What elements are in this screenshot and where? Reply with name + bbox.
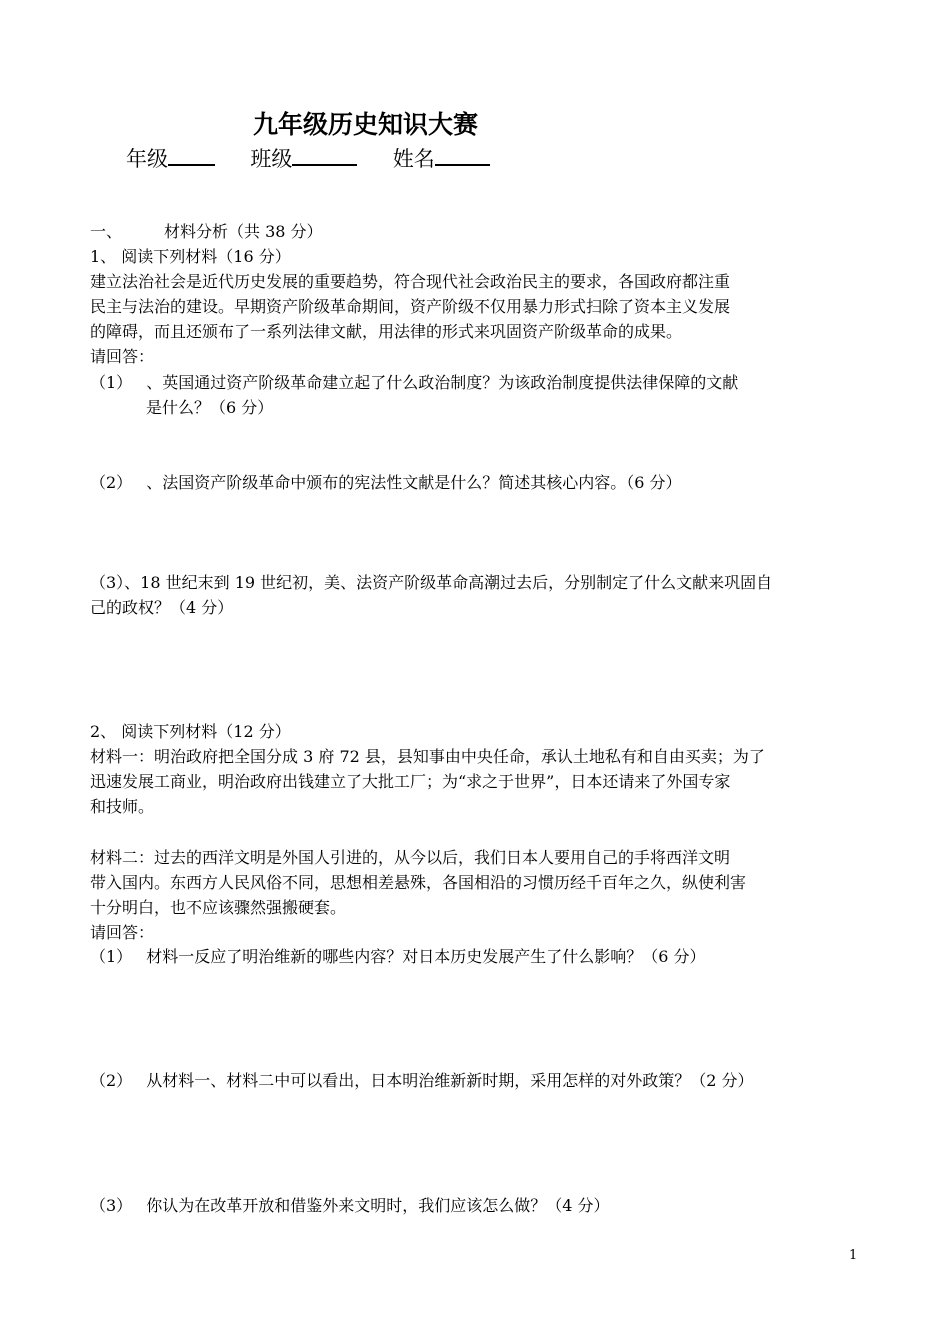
question-2-sub-3 (90, 1194, 609, 1218)
sub-question-text: 你认为在改革开放和借鉴外来文明时，我们应该怎么做？（4 分） (146, 1196, 610, 1215)
question-1-material-line: 民主与法治的建设。早期资产阶级革命期间，资产阶级不仅用暴力形式扫除了资本主义发展 (90, 297, 731, 316)
sub-question-number: （3） (90, 1196, 133, 1215)
question-1-sub-3-continued: 己的政权？（4 分） (90, 598, 234, 617)
question-1-material-line: 建立法治社会是近代历史发展的重要趋势，符合现代社会政治民主的要求，各国政府都注重 (90, 272, 731, 291)
question-2-material-1-line: 和技师。 (90, 797, 155, 816)
question-2-material-1-line: 迅速发展工商业，明治政府出钱建立了大批工厂；为“求之于世界”，日本还请来了外国专家 (90, 772, 731, 791)
grade-blank[interactable] (168, 144, 215, 166)
sub-question-number: （2） (90, 473, 133, 492)
name-blank[interactable] (435, 144, 490, 166)
class-label: 班级 (250, 147, 293, 171)
section-number: 一、 (90, 222, 123, 241)
section-label: 材料分析（共 38 分） (164, 222, 323, 241)
question-2-material-2-line: 材料二：过去的西洋文明是外国人引进的，从今以后，我们日本人要用自己的手将西洋文明 (90, 848, 731, 867)
page-title: 九年级历史知识大赛 (253, 110, 479, 139)
sub-question-text: 、法国资产阶级革命中颁布的宪法性文献是什么？简述其核心内容。（6 分） (146, 473, 682, 492)
sub-question-number: （1） (90, 947, 133, 966)
question-2-material-2-line: 带入国内。东西方人民风俗不同，思想相差悬殊，各国相沿的习惯历经千百年之久，纵使利害 (90, 873, 747, 892)
student-info-fields (126, 143, 490, 173)
question-2-header: 2、 阅读下列材料（12 分） (90, 722, 291, 741)
sub-question-number: （1） (90, 373, 133, 392)
page-number: 1 (849, 1248, 858, 1263)
section-heading (90, 220, 323, 244)
question-2-material-2-line: 十分明白，也不应该骤然强搬硬套。 (90, 898, 347, 917)
question-1-sub-1-continued: 是什么？（6 分） (146, 398, 274, 417)
class-blank[interactable] (292, 144, 357, 166)
sub-question-text: 材料一反应了明治维新的哪些内容？对日本历史发展产生了什么影响？（6 分） (146, 947, 706, 966)
grade-label: 年级 (126, 147, 168, 171)
question-1-header: 1、 阅读下列材料（16 分） (90, 247, 291, 266)
question-2-sub-2 (90, 1069, 753, 1093)
question-1-sub-1 (90, 371, 738, 395)
sub-question-number: （2） (90, 1071, 133, 1090)
question-1-sub-3: （3）、18 世纪末到 19 世纪初，美、法资产阶级革命高潮过去后，分别制定了什么文献来巩固自 (90, 573, 773, 592)
sub-question-text: 从材料一、材料二中可以看出，日本明治维新新时期，采用怎样的对外政策？（2 分） (146, 1071, 754, 1090)
question-2-material-1-line: 材料一：明治政府把全国分成 3 府 72 县，县知事由中央任命，承认土地私有和自由买卖；为了 (90, 747, 765, 766)
sub-question-text: 、英国通过资产阶级革命建立起了什么政治制度？为该政治制度提供法律保障的文献 (146, 373, 739, 392)
question-1-sub-2 (90, 471, 681, 495)
question-1-prompt: 请回答： (90, 347, 155, 366)
question-2-sub-1 (90, 945, 705, 969)
name-label: 姓名 (392, 147, 435, 171)
question-1-material-line: 的障碍，而且还颁布了一系列法律文献，用法律的形式来巩固资产阶级革命的成果。 (90, 322, 683, 341)
question-2-prompt: 请回答： (90, 923, 155, 942)
